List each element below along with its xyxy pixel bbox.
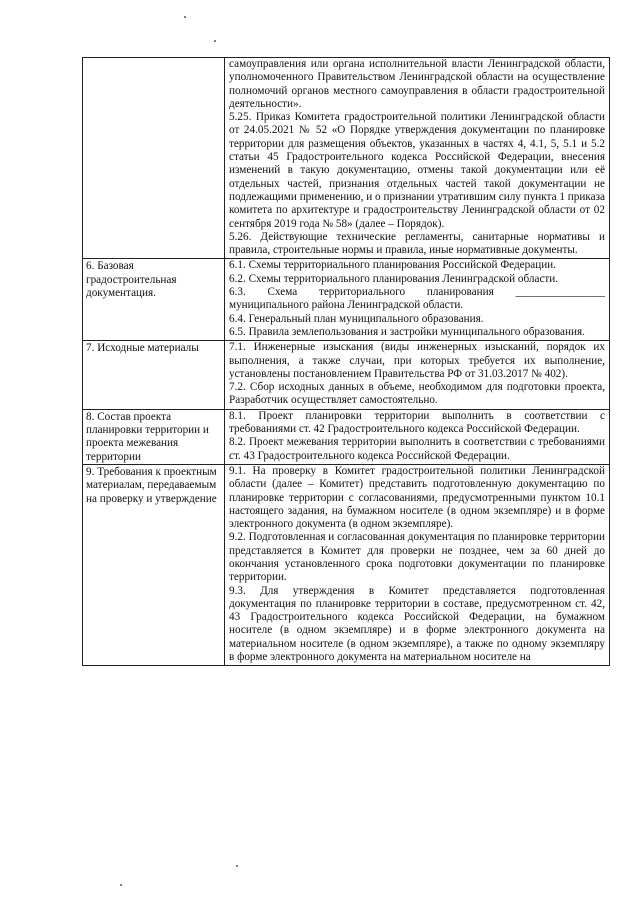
clause-paragraph: 6.5. Правила землепользования и застройки муниципального образования.	[229, 325, 585, 338]
clause-paragraph: 8.2. Проект межевания территории выполнить в соответствии с требованиями ст. 43 Градостроительного кодекса Российской Федерации.	[229, 436, 605, 462]
clause-paragraph: 5.25. Приказ Комитета градостроительной политики Ленинградской области от 24.05.2021 № 52 «О Порядке утверждения документации по планировке территории для размещения объектов, указанных в частях 4, 4.1, 5, 5.1 и 5.2 статьи 45 Градостроительного кодекса Российской Федерации, внесения изменений в такую документацию, отмены такой документации или её отдельных частей, признания отдельных частей такой документации не подлежащими применению, и о признании утратившим силу пункта 1 приказа комитета по архитектуре и градостроительству Ленинградской области от 02 сентября 2019 года № 58» (далее – Порядок).	[229, 111, 605, 230]
section-label-cell	[83, 341, 225, 409]
table-row	[83, 341, 610, 409]
section-content-cell	[225, 409, 610, 464]
table-row	[83, 58, 610, 259]
section-label: 8. Состав проекта планировки территории и проекта межевания территории	[86, 410, 209, 463]
clause-paragraph: 9.1. На проверку в Комитет градостроительной политики Ленинградской области (далее – Комитет) представить подготовленную документацию по планировке территории с согласованиями, предусмотренными пунктом 10.1 настоящего задания, на бумажном носителе (в одном экземпляре) и в форме электронного документа (в одном экземпляре).	[229, 464, 605, 531]
section-content-cell	[225, 58, 610, 259]
section-content-cell	[225, 259, 610, 341]
table-row	[83, 259, 610, 341]
clause-paragraph: 7.2. Сбор исходных данных в объеме, необходимом для подготовки проекта, Разработчик осуществляет самостоятельно.	[229, 381, 605, 407]
clause-paragraph: 6.3. Схема территориального планирования ________________ муниципального района Ленинградской области.	[229, 286, 605, 312]
table-row	[83, 409, 610, 464]
clause-paragraph: 6.4. Генеральный план муниципального образования.	[229, 312, 484, 325]
table-row	[83, 464, 610, 665]
section-content-cell	[225, 341, 610, 409]
scan-speck	[184, 16, 186, 18]
clause-paragraph: 6.2. Схемы территориального планирования Ленинградской области.	[229, 272, 559, 285]
clause-paragraph: 7.1. Инженерные изыскания (виды инженерных изысканий, порядок их выполнения, а также случаи, при которых требуется их выполнение, установлены постановлением Правительства РФ от 31.03.2017 № 402).	[229, 341, 605, 380]
section-label-cell	[83, 58, 225, 259]
section-label-cell	[83, 259, 225, 341]
section-label: 6. Базовая градостроительная документация.	[86, 260, 177, 300]
scan-speck	[236, 865, 238, 867]
requirements-table	[82, 57, 610, 666]
scan-speck	[214, 40, 216, 42]
section-label: 7. Исходные материалы	[86, 342, 199, 355]
section-label: 9. Требования к проектным материалам, передаваемым на проверку и утверждение	[86, 465, 217, 505]
clause-paragraph: 9.2. Подготовленная и согласованная документация по планировке территории представляется в Комитет для проверки не позднее, чем за 60 дней до окончания установленного срока подготовки документации по планировке территории.	[229, 531, 605, 584]
section-label-cell	[83, 464, 225, 665]
section-content-cell	[225, 464, 610, 665]
scan-speck	[120, 884, 122, 886]
section-label-cell	[83, 409, 225, 464]
clause-paragraph: 9.3. Для утверждения в Комитет представляется подготовленная документация по планировке территории в составе, предусмотренном ст. 42, 43 Градостроительного кодекса Российской Федерации, на бумажном носителе (в одном экземпляре) и в форме электронного документа на материальном носителе (в одном экземпляре), а также по одному экземпляру в форме электронного документа на материальном носителе на	[229, 584, 605, 664]
clause-paragraph: самоуправления или органа исполнительной власти Ленинградской области, уполномоченного Правительством Ленинградской области на осуществление полномочий органов местного самоуправления в области градостроительной деятельности».	[229, 58, 605, 110]
clause-paragraph: 5.26. Действующие технические регламенты, санитарные нормативы и правила, строительные нормы и правила, иные нормативные документы.	[229, 230, 605, 257]
clause-paragraph: 6.1. Схемы территориального планирования Российской Федерации.	[229, 259, 556, 272]
clause-paragraph: 8.1. Проект планировки территории выполнить в соответствии с требованиями ст. 42 Градостроительного кодекса Российской Федерации.	[229, 409, 605, 436]
